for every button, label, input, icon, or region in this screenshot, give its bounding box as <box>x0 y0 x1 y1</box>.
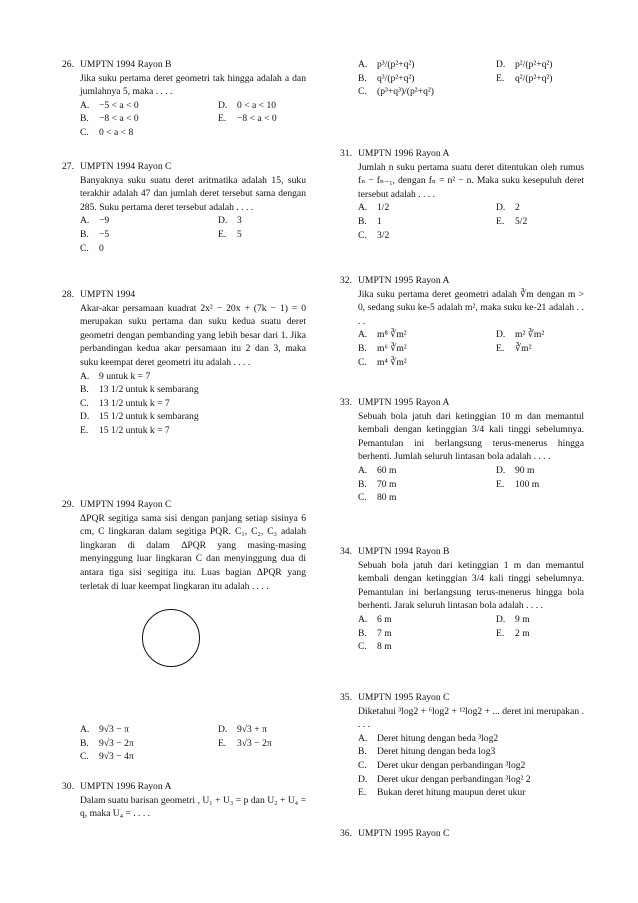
answer-option[interactable] <box>80 383 306 397</box>
option-letter: A. <box>358 329 368 341</box>
option-text: m² ∛m² <box>515 329 545 341</box>
option-letter: B. <box>358 746 367 758</box>
question-block <box>340 147 584 242</box>
answer-option[interactable] <box>358 491 496 505</box>
question-number: 27. <box>62 161 74 172</box>
answer-option[interactable] <box>80 112 218 126</box>
answer-option[interactable] <box>80 723 218 737</box>
option-text: −8 < a < 0 <box>237 113 277 125</box>
question-text: Sebuah bola jatuh dari ketinggian 1 m dan memantul kembali dengan ketinggian 3/4 kali tinggi sebelumnya. Pemantulan ini berlangsung terus-menerus hingga bola berhenti. Jarak seluruh lintasan bola adalah . . . . <box>358 559 584 612</box>
option-text: 9√3 − 2π <box>99 737 134 749</box>
question-text: Banyaknya suku suatu deret aritmatika adalah 15, suku terakhir adalah 47 dan jumlah deret tersebut sama dengan 285. Suku pertama deret tersebut adalah . . . . <box>80 174 306 213</box>
option-letter: B. <box>358 72 367 84</box>
question-block <box>62 498 306 764</box>
answer-option[interactable] <box>358 478 496 492</box>
question-header <box>340 396 584 410</box>
answer-option[interactable] <box>358 773 584 787</box>
question-source: UMPTN 1994 <box>80 289 136 300</box>
question-text: Sebuah bola jatuh dari ketinggian 10 m dan memantul kembali dengan ketinggian 3/4 kali tinggi sebelumnya. Pemantulan ini berlangsung terus-menerus hingga berhenti. Jumlah seluruh lintasan bola adalah . . . . <box>358 410 584 463</box>
question-block <box>340 691 584 800</box>
option-text: 3√3 − 2π <box>237 737 272 749</box>
answer-option[interactable] <box>80 410 306 424</box>
answer-option[interactable] <box>358 85 496 99</box>
option-letter: B. <box>80 113 89 125</box>
option-letter: A. <box>358 202 368 214</box>
answer-option[interactable] <box>80 242 218 256</box>
option-letter: E. <box>496 342 505 354</box>
answer-option[interactable] <box>218 737 306 751</box>
question-block <box>62 58 306 140</box>
option-letter: C. <box>80 242 89 254</box>
answer-options <box>358 464 584 505</box>
answer-option[interactable] <box>358 229 496 243</box>
option-text: 9 untuk k = 7 <box>99 370 151 382</box>
question-header <box>62 288 306 302</box>
option-text: 1/2 <box>377 202 390 214</box>
option-text: 0 < a < 10 <box>237 99 277 111</box>
option-text: 9√3 + π <box>237 724 267 736</box>
option-text: 2 <box>515 202 520 214</box>
question-header <box>340 274 584 288</box>
option-letter: B. <box>358 478 367 490</box>
option-text: 90 m <box>515 464 535 476</box>
question-header <box>340 545 584 559</box>
option-text: 9√3 − π <box>99 724 129 736</box>
option-letter: A. <box>358 732 368 744</box>
answer-option[interactable] <box>496 613 584 627</box>
option-letter: E. <box>496 627 505 639</box>
question-block <box>62 288 306 438</box>
option-letter: A. <box>358 59 368 70</box>
option-letter: C. <box>80 397 89 409</box>
question-header <box>62 58 306 72</box>
option-letter: E. <box>80 424 89 436</box>
option-text: 7 m <box>377 627 392 639</box>
answer-options <box>358 732 584 800</box>
option-letter: E. <box>218 737 227 749</box>
option-letter: D. <box>496 202 506 214</box>
answer-option[interactable] <box>80 214 218 228</box>
question-source: UMPTN 1996 Rayon A <box>358 148 450 159</box>
question-block <box>340 58 584 99</box>
answer-options <box>80 99 306 140</box>
answer-option[interactable] <box>80 126 218 140</box>
answer-option[interactable] <box>218 112 306 126</box>
question-source: UMPTN 1994 Rayon B <box>358 546 450 557</box>
option-text: 5/2 <box>515 215 528 227</box>
option-letter: B. <box>358 627 367 639</box>
answer-option[interactable] <box>358 745 584 759</box>
answer-options <box>358 328 584 369</box>
option-text: 13 1/2 untuk k sembarang <box>99 384 199 396</box>
answer-option[interactable] <box>496 627 584 641</box>
option-letter: B. <box>80 737 89 749</box>
circle-figure <box>142 609 200 667</box>
question-header <box>340 827 584 841</box>
option-letter: B. <box>80 228 89 240</box>
option-text: m⁴ ∛m² <box>377 356 407 368</box>
option-text: 100 m <box>515 478 540 490</box>
option-text: 8 m <box>377 641 392 653</box>
option-text: 80 m <box>377 492 397 504</box>
answer-options <box>80 214 306 255</box>
option-letter: A. <box>358 613 368 625</box>
option-letter: D. <box>496 613 506 625</box>
answer-options <box>80 723 306 764</box>
answer-option[interactable] <box>358 786 584 800</box>
option-text: 0 <box>99 242 104 254</box>
option-letter: C. <box>358 86 367 98</box>
answer-option[interactable] <box>358 759 584 773</box>
option-letter: D. <box>218 215 228 227</box>
option-text: −8 < a < 0 <box>99 113 139 125</box>
answer-option[interactable] <box>358 58 496 72</box>
answer-option[interactable] <box>496 464 584 478</box>
option-letter: E. <box>496 478 505 490</box>
option-letter: D. <box>496 329 506 341</box>
option-letter: B. <box>358 342 367 354</box>
option-letter: D. <box>80 411 90 423</box>
answer-option[interactable] <box>358 732 584 746</box>
answer-option[interactable] <box>218 214 306 228</box>
option-text: m⁸ ∛m² <box>377 329 407 341</box>
option-text: ∛m² <box>515 342 532 354</box>
question-number: 34. <box>340 546 352 557</box>
question-block <box>340 274 584 369</box>
option-text: 60 m <box>377 464 397 476</box>
option-letter: C. <box>80 126 89 138</box>
question-block <box>340 827 584 841</box>
option-text: p²/(p²+q²) <box>515 59 553 70</box>
question-block <box>340 396 584 505</box>
question-number: 28. <box>62 289 74 300</box>
option-text: 15 1/2 untuk k = 7 <box>99 424 170 436</box>
answer-option[interactable] <box>358 215 496 229</box>
option-text: Deret ukur dengan perbandingan ³log2 <box>377 759 526 771</box>
question-text: Akar-akar persamaan kuadrat 2x² − 20x + (7k − 1) = 0 merupakan suku pertama dan suku kedua suatu deret geometri dengan pembanding yang lebih besar dari 1. Jika perbandingan kedua akar persamaan itu 2 dan 3, maka suku keempat deret geometri itu adalah . . . . <box>80 302 306 368</box>
option-text: 13 1/2 untuk k = 7 <box>99 397 170 409</box>
answer-option[interactable] <box>496 478 584 492</box>
question-number: 33. <box>340 397 352 408</box>
option-letter: D. <box>218 99 228 111</box>
question-block <box>62 160 306 255</box>
option-letter: A. <box>80 724 90 736</box>
question-source: UMPTN 1995 Rayon C <box>358 828 450 839</box>
question-text: Jika suku pertama deret geometri tak hingga adalah a dan jumlahnya 5, maka . . . . <box>80 72 306 98</box>
option-text: q²/(p²+q²) <box>515 72 553 84</box>
option-text: 9 m <box>515 613 530 625</box>
option-letter: D. <box>218 724 228 736</box>
answer-option[interactable] <box>358 640 496 654</box>
option-text: 0 < a < 8 <box>99 126 134 138</box>
answer-option[interactable] <box>358 464 496 478</box>
question-number: 32. <box>340 275 352 286</box>
option-text: 2 m <box>515 627 530 639</box>
question-text: Jumlah n suku pertama suatu deret ditentukan oleh rumus fₙ − fₙ₋₁, dengan fₙ = n² − n. Maka suku kesepuluh deret tersebut adalah . . . . <box>358 161 584 200</box>
question-number: 31. <box>340 148 352 159</box>
option-letter: C. <box>358 356 367 368</box>
option-text: m⁶ ∛m² <box>377 342 407 354</box>
option-text: 3 <box>237 215 242 227</box>
figure-area <box>80 593 306 723</box>
option-text: −5 <box>99 228 110 240</box>
question-source: UMPTN 1996 Rayon A <box>80 781 172 792</box>
question-header <box>62 780 306 794</box>
question-text: ΔPQR segitiga sama sisi dengan panjang setiap sisinya 6 cm, C lingkaran dalam segitiga PQR. C₁, C₂, C₃ adalah lingkaran di dalam ΔPQR yang masing-masing menyinggung luar lingkaran C dan menyinggung dua di antara tiga sisi segitiga itu. Luas bagian ΔPQR yang terletak di luar keempat lingkaran itu adalah . . . . <box>80 512 306 592</box>
option-text: 6 m <box>377 613 392 625</box>
option-letter: B. <box>80 384 89 396</box>
answer-option[interactable] <box>358 328 496 342</box>
option-letter: E. <box>218 113 227 125</box>
option-text: Deret hitung dengan beda ³log2 <box>377 732 499 744</box>
answer-option[interactable] <box>496 328 584 342</box>
answer-option[interactable] <box>358 356 496 370</box>
question-number: 35. <box>340 692 352 703</box>
option-letter: B. <box>358 215 367 227</box>
answer-option[interactable] <box>80 228 218 242</box>
option-letter: A. <box>80 370 90 382</box>
option-letter: D. <box>358 773 368 785</box>
answer-option[interactable] <box>358 613 496 627</box>
answer-options <box>358 201 584 242</box>
answer-option[interactable] <box>218 723 306 737</box>
question-source: UMPTN 1994 Rayon B <box>80 59 172 70</box>
answer-option[interactable] <box>358 627 496 641</box>
answer-option[interactable] <box>358 201 496 215</box>
answer-option[interactable] <box>496 342 584 356</box>
answer-option[interactable] <box>496 215 584 229</box>
question-number: 26. <box>62 59 74 70</box>
option-letter: C. <box>358 641 367 653</box>
answer-option[interactable] <box>358 72 496 86</box>
question-header <box>340 147 584 161</box>
option-text: 3/2 <box>377 229 390 241</box>
answer-options <box>80 370 306 438</box>
answer-option[interactable] <box>80 370 306 384</box>
question-text: Diketahui ³log2 + ⁶log2 + ¹²log2 + ... deret ini merupakan . . . . <box>358 705 584 731</box>
option-letter: C. <box>358 229 367 241</box>
answer-option[interactable] <box>358 342 496 356</box>
option-letter: E. <box>218 228 227 240</box>
option-text: p³/(p²+q²) <box>377 59 415 70</box>
question-source: UMPTN 1995 Rayon A <box>358 275 450 286</box>
answer-option[interactable] <box>218 228 306 242</box>
option-letter: D. <box>496 464 506 476</box>
option-letter: A. <box>80 215 90 227</box>
option-letter: C. <box>80 751 89 763</box>
option-text: −5 < a < 0 <box>99 99 139 111</box>
option-letter: D. <box>496 59 506 70</box>
question-number: 30. <box>62 781 74 792</box>
answer-option[interactable] <box>80 737 218 751</box>
option-text: Deret hitung dengan beda log3 <box>377 746 496 758</box>
option-text: −9 <box>99 215 110 227</box>
answer-option[interactable] <box>80 424 306 438</box>
answer-option[interactable] <box>80 99 218 113</box>
question-source: UMPTN 1995 Rayon A <box>358 397 450 408</box>
option-letter: E. <box>496 72 505 84</box>
option-text: 70 m <box>377 478 397 490</box>
question-number: 36. <box>340 828 352 839</box>
question-text: Dalam suatu barisan geometri , U₁ + U₃ = p dan U₂ + U₄ = q, maka U₄ = . . . . <box>80 794 306 820</box>
answer-option[interactable] <box>496 201 584 215</box>
question-source: UMPTN 1995 Rayon C <box>358 692 450 703</box>
question-source: UMPTN 1994 Rayon C <box>80 499 172 510</box>
option-letter: A. <box>80 99 90 111</box>
question-source: UMPTN 1994 Rayon C <box>80 161 172 172</box>
option-text: 5 <box>237 228 242 240</box>
option-letter: E. <box>496 215 505 227</box>
answer-option[interactable] <box>80 750 218 764</box>
option-text: Bukan deret hitung maupun deret ukur <box>377 787 526 799</box>
answer-options <box>358 58 584 99</box>
question-block <box>62 780 306 821</box>
answer-options <box>358 613 584 654</box>
answer-option[interactable] <box>218 99 306 113</box>
option-letter: C. <box>358 759 367 771</box>
option-letter: C. <box>358 492 367 504</box>
answer-option[interactable] <box>496 72 584 86</box>
question-header <box>62 160 306 174</box>
question-header <box>340 691 584 705</box>
option-letter: A. <box>358 464 368 476</box>
option-text: Deret ukur dengan perbandingan ³log² 2 <box>377 773 531 785</box>
answer-option[interactable] <box>80 397 306 411</box>
question-text: Jika suku pertama deret geometri adalah ∛m dengan m > 0, sedang suku ke-5 adalah m², maka suku ke-21 adalah . . . . <box>358 288 584 327</box>
option-text: 1 <box>377 215 382 227</box>
question-block <box>340 545 584 654</box>
option-text: q³/(p²+q²) <box>377 72 415 84</box>
option-letter: E. <box>358 787 367 799</box>
option-text: 9√3 − 4π <box>99 751 134 763</box>
answer-option[interactable] <box>496 58 584 72</box>
option-text: 15 1/2 untuk k sembarang <box>99 411 199 423</box>
question-number: 29. <box>62 499 74 510</box>
question-header <box>62 498 306 512</box>
option-text: (p³+q³)/(p²+q²) <box>377 86 434 98</box>
